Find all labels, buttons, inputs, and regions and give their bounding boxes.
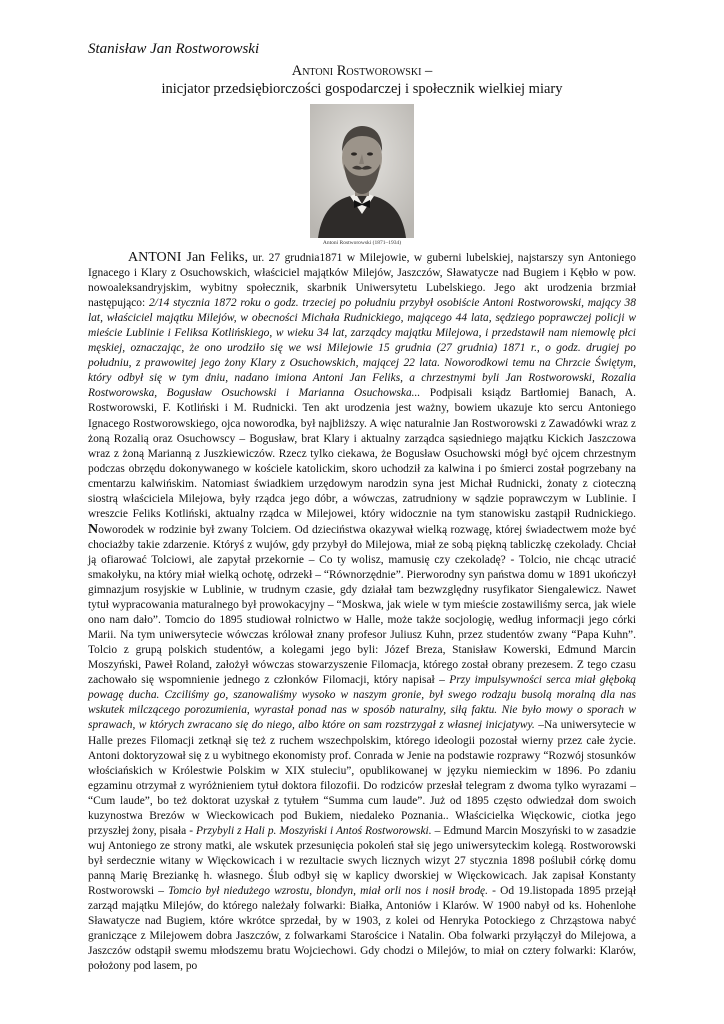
portrait-photo xyxy=(310,104,414,238)
portrait-image-icon xyxy=(310,104,414,238)
filomacja-quote: Przy impulsywności serca miał głęboką powagę ducha. Czciliśmy go, szanowaliśmy wysoko w naszym gronie, był swego rodzaju busolą moralną dla nas wskutek milczącego porozumienia, wyrastał ponad nas w sposób naturalny, siłą faktu. Nie było mowy o sporach w sprawach, w których zwracano się do niego, albo które on sam rozstrzygał z własnej inicjatywy. xyxy=(88,674,636,732)
title-dash: – xyxy=(421,63,433,79)
body-text-1: ur. 27 grudnia1871 w Milejowie, w guberni lubelskiej, najstarszy syn Antoniego Ignacego i Klary z Osuchowskich, właściciel majątków Milejów, Jaszczów, Sławatycze nad Bugiem i Kębło w pow. nowoaleksandryjskim, wybitny społecznik, skarbnik Uniwersytetu Lubelskiego. Jego akt urodzenia brzmiał następująco: xyxy=(88,252,636,310)
body-text-6: - Od 19.listopada 1895 przejął zarząd majątku Milejów, do którego należały folwarki: Białka, Antoniów i Klarów. W 1900 nabył od ks. Hohenlohe Sławatycze nad Bugiem, które wkrótce sprzedał, by w 1903, z kolei od Henryka Potockiego z Chrząstowa nabyć graniczące z Milejowem dobra Jaszczów, z folwarkami Starościce i Natalin. Oba folwarki przyłączył do Milejowa, a Jaszczów odstąpił swemu młodszemu bratu Wojciechowi. Gdy chodzi o Milejów, to miał on cztery folwarki: Klarów, położony pod lasem, po xyxy=(88,884,637,973)
wieckowice-quote: Przybyli z Hali p. Moszyński i Antoś Rostworowski. xyxy=(196,824,432,837)
birth-record-quote: 2/14 stycznia 1872 roku o godz. trzeciej po południu przybył osobiście Antoni Rostworowski, mający 38 lat, właściciel majątku Milejów, w obecności Michała Rudnickiego, mającego 44 lata, sędziego poprawczej policji w mieście Lublinie i Feliksa Kotlińskiego, w wieku 34 lat, zarządcy majątku Milejowa, i przedstawił nam niemowlę płci męskiej, oznaczając, że ono urodziło się we wsi Milejowie 15 grudnia (27 grudnia) 1871 r., o godz. drugiej po południu, z prawowitej jego żony Klary z Osuchowskich, mającej 22 lata. Noworodkowi temu na Chrzcie Świętym, który odbył się w tym dniu, nadano imiona Antoni Jan Feliks, a chrzestnymi byli Jan Rostworowski, Rozalia Rostworowska, Bogusław Osuchowski i Marianna Osuchowska... xyxy=(88,297,636,400)
document-page xyxy=(88,40,636,974)
body-text-5: – Edmund Marcin Moszyński to w zasadzie wuj Antoniego ze strony matki, ale wskutek przesunięcia pokoleń stał się jego uniwersyteckim kolegą. Rostworowski był serdecznie witany w Więckowicach i w rezultacie swych licznych wizyt 27 stycznia 1898 poślubił córkę domu panną Marię Breziankę h. własnego. Ślub odbył się w kaplicy dworskiej w Więckowicach. Jak zapisał Konstanty Rostworowski – xyxy=(88,824,636,897)
body-paragraph xyxy=(88,250,636,974)
portrait-caption: Antoni Rostworowski (1871–1934) xyxy=(322,240,402,246)
description-quote: Tomcio był niedużego wzrostu, blondyn, miał orli nos i nosił brodę. xyxy=(168,884,488,897)
body-lead: ANTONI Jan Feliks, xyxy=(128,250,248,265)
author-name: Stanisław Jan Rostworowski xyxy=(88,41,260,57)
title-name: Antoni Rostworowski xyxy=(291,63,422,79)
body-text-4: –Na uniwersytecie w Halle prezes Filomacji zetknął się też z ruchem wszechpolskim, którego ideologii pozostał wierny przez całe życie. Antoni doktoryzował się z u wybitnego ekonomisty prof. Conrada w Jenie na podstawie rozprawy “Rozwój stosunków włościańskich w Królestwie Polskim w XIX stuleciu”, opublikowanej w języku niemieckim w 1896. Po zdaniu egzaminu otrzymał z wyróżnieniem tytuł doktora filozofii. Do rodziców przesłał telegram z dwoma tylko wyrazami – “Cum laude”, bo też doktorat uzyskał z tytułem “Summa cum laude”. Już od 1895 często odwiedzał dom swoich kuzynostwa Brezów w Wieckowicach pod Bukiem, niedaleko Poznania.. Właścicielka Więckowic, ciotka jego przyszłej żony, pisała - xyxy=(88,719,636,837)
body-text-2: Podpisali ksiądz Bartłomiej Banach, A. Rostworowski, F. Kotliński i M. Rudnicki. Ten akt urodzenia jest ważny, bowiem ukazuje kto sercu Antoniego Ignacego Rostworowskiego, ojca noworodka, był najbliższy. A więc naturalnie Jan Rostworowski z Zawadówki wraz z żoną Rozalią oraz Osuchowscy – Bogusław, brat Klary i aktualny zarządca sąsiedniego majątku Kickich Jaszczowa wraz z żoną Marianną z Juszkiewiczów. Rzecz tylko ciekawa, że Bogusław Osuchowski mógł być ojcem chrzestnym podczas obrzędu dokonywanego w kościele katolickim, skoro uchodził za kalwina i po śmierci został pogrzebany na cmentarzu kalwińskim. Natomiast świadkiem urzędowym narodzin syna jest Michał Rudnicki, żonaty z cioteczną siostrą właściciela Milejowa, były rządca jego dóbr, a wówczas, zatrudniony w sądzie poprawczym w Lublinie. I wreszcie Feliks Kotliński, aktualny rządca w Milejowei, który widocznie na tym stanowisku zastąpił Rudnickiego. xyxy=(88,387,636,520)
body-initial-n: N xyxy=(88,521,99,537)
body-text-3: oworodek w rodzinie był zwany Tolciem. Od dzieciństwa okazywał wielką rozwagę, której świadectwem może być chociażby takie zdarzenie. Któryś z wujów, gdy przybył do Milejowa, miał ze sobą piękną tabliczkę czekolady. Chciał ją ofiarować Tolciowi, ale zapytał przekornie – Co ty wolisz, mamusię czy czekoladę? - Tolcio, nie chcąc utracić smakołyku, na który miał wielką ochotę, odrzekł – “Równorzędnie”. Pierworodny syn państwa domu w 1891 ukończył gimnazjum rosyjskie w Lublinie, w trudnym czasie, gdy działał tam bezwzględny rusyfikator Siengalewicz. Nawet tytuł wypracowania maturalnego był prowokacyjny – “Moskwa, jak wiele w tym mieście zostawiliśmy serca, jak wiele ono nam dało”. Tomcio do 1895 studiował rolnictwo w Halle, może także socjologię, według informacji jego córki Marii. Na tym uniwersytecie wówczas królował znany profesor Juliusz Kuhn, przez studentów zwany “Papa Kuhn”. Tolcio z grupą polskich studentów, a kolegami jego byli: Józef Breza, Stanisław Kowerski, Edmund Marcin Moszyński, Paweł Roland, założył wówczas stowarzyszenie Filomacja, którego został obrany prezesem. Z tego czasu zachowało się wspomnienie jednego z członków Filomacji, który napisał – xyxy=(88,523,636,687)
portrait-figure xyxy=(307,104,417,247)
document-title xyxy=(88,62,636,80)
document-subtitle: inicjator przedsiębiorczości gospodarczej i społecznik wielkiej miary xyxy=(161,81,563,97)
